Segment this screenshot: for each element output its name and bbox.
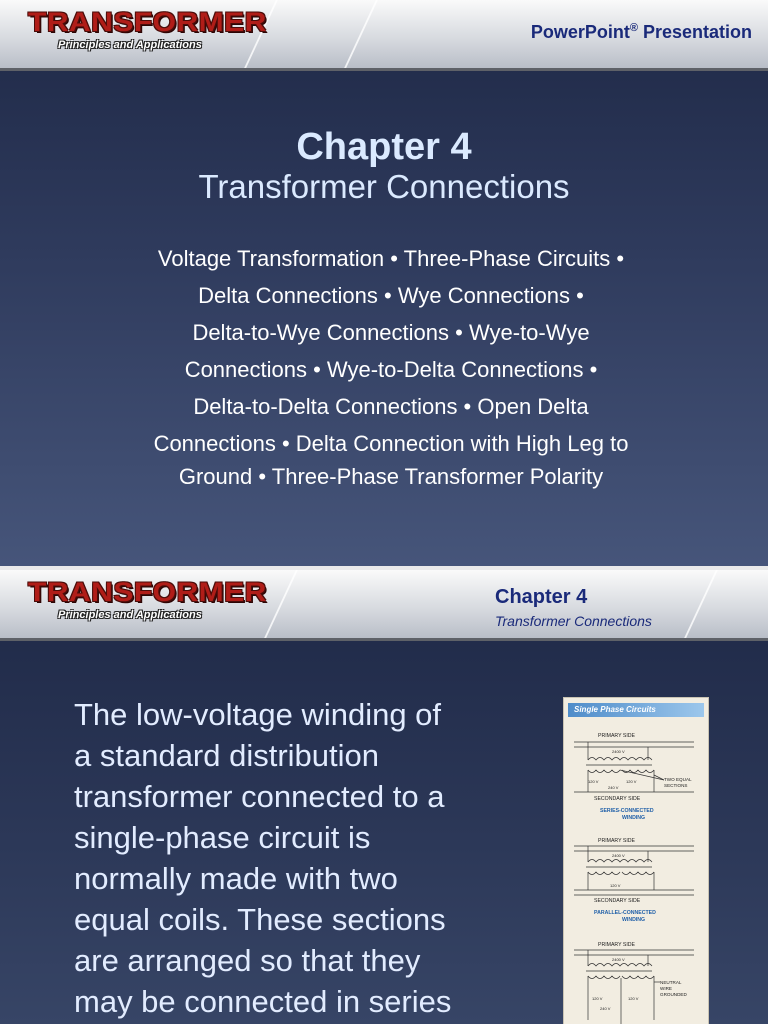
voltage-label: 120 V: [592, 996, 603, 1001]
annotation-label: WIRE: [660, 986, 672, 991]
logo-title: TRANSFORMER: [28, 8, 267, 38]
content-slide: [0, 570, 768, 1024]
topic-list: [106, 240, 676, 492]
series-connected-caption: WINDING: [622, 815, 646, 821]
parallel-connected-caption: WINDING: [622, 917, 646, 923]
parallel-connected-caption: PARALLEL-CONNECTED: [594, 910, 656, 916]
voltage-label: 2400 V: [612, 957, 625, 962]
body-line: The low-voltage winding of: [74, 697, 442, 732]
header-chapter-subtitle: Transformer Connections: [495, 613, 652, 629]
body-line: normally made with two: [74, 861, 398, 896]
circuit-diagrams: [564, 720, 708, 1024]
chapter-subtitle: Transformer Connections: [198, 168, 570, 205]
secondary-side-label: SECONDARY SIDE: [594, 796, 641, 802]
voltage-label: 2400 V: [612, 853, 625, 858]
topic-line: Connections • Delta Connection with High Leg to: [153, 431, 629, 456]
single-phase-circuits-figure: [563, 697, 709, 1024]
body-line: transformer connected to a: [74, 779, 445, 814]
banner-lightning-streak: [344, 0, 378, 68]
logo-subtitle: Principles and Applications: [58, 39, 202, 51]
powerpoint-word: PowerPoint: [530, 22, 630, 42]
voltage-label: 120 V: [588, 779, 599, 784]
logo-title: TRANSFORMER: [28, 578, 267, 608]
topic-line: Delta-to-Delta Connections • Open Delta: [193, 394, 589, 419]
voltage-label: 240 V: [600, 1006, 611, 1011]
registered-mark: ®: [629, 22, 638, 34]
voltage-label: 240 V: [608, 785, 619, 790]
banner-lightning-streak: [684, 570, 718, 638]
voltage-label: 120 V: [610, 883, 621, 888]
topic-line: Connections • Wye-to-Delta Connections •: [184, 357, 598, 382]
secondary-side-label: SECONDARY SIDE: [594, 898, 641, 904]
body-paragraph: [74, 694, 514, 1022]
annotation-label: TWO EQUAL: [664, 777, 692, 782]
logo-subtitle: Principles and Applications: [58, 609, 202, 621]
header-chapter-title: Chapter 4: [495, 586, 588, 608]
topic-line: Ground • Three-Phase Transformer Polarity: [178, 464, 604, 489]
transformer-logo: [28, 578, 267, 621]
chapter-title: Chapter 4: [296, 126, 472, 168]
primary-side-label: PRIMARY SIDE: [598, 733, 635, 739]
three-wire-diagram: [574, 950, 694, 1024]
topic-line: Delta-to-Wye Connections • Wye-to-Wye: [192, 320, 590, 345]
annotation-label: GROUNDED: [660, 992, 687, 997]
series-connected-caption: SERIES-CONNECTED: [600, 808, 654, 814]
primary-side-label: PRIMARY SIDE: [598, 838, 635, 844]
voltage-label: 120 V: [626, 779, 637, 784]
topic-line: Voltage Transformation • Three-Phase Circuits •: [157, 246, 625, 271]
annotation-label: SECTIONS: [664, 783, 688, 788]
powerpoint-presentation-label: [531, 22, 752, 43]
body-line: equal coils. These sections: [74, 902, 446, 937]
annotation-label: NEUTRAL: [660, 980, 682, 985]
presentation-word: Presentation: [637, 22, 752, 42]
body-line: may be connected in series: [74, 984, 452, 1019]
banner-lightning-streak: [264, 570, 298, 638]
topic-line: Delta Connections • Wye Connections •: [198, 283, 584, 308]
parallel-connected-diagram: [574, 846, 694, 895]
figure-title: Single Phase Circuits: [568, 703, 704, 717]
body-line: a standard distribution: [74, 738, 380, 773]
voltage-label: 120 V: [628, 996, 639, 1001]
voltage-label: 2400 V: [612, 749, 625, 754]
slide-banner: [0, 0, 768, 71]
body-line: single-phase circuit is: [74, 820, 371, 855]
primary-side-label: PRIMARY SIDE: [598, 942, 635, 948]
slide-banner: [0, 570, 768, 641]
transformer-logo: [28, 8, 267, 51]
body-line: are arranged so that they: [74, 943, 421, 978]
